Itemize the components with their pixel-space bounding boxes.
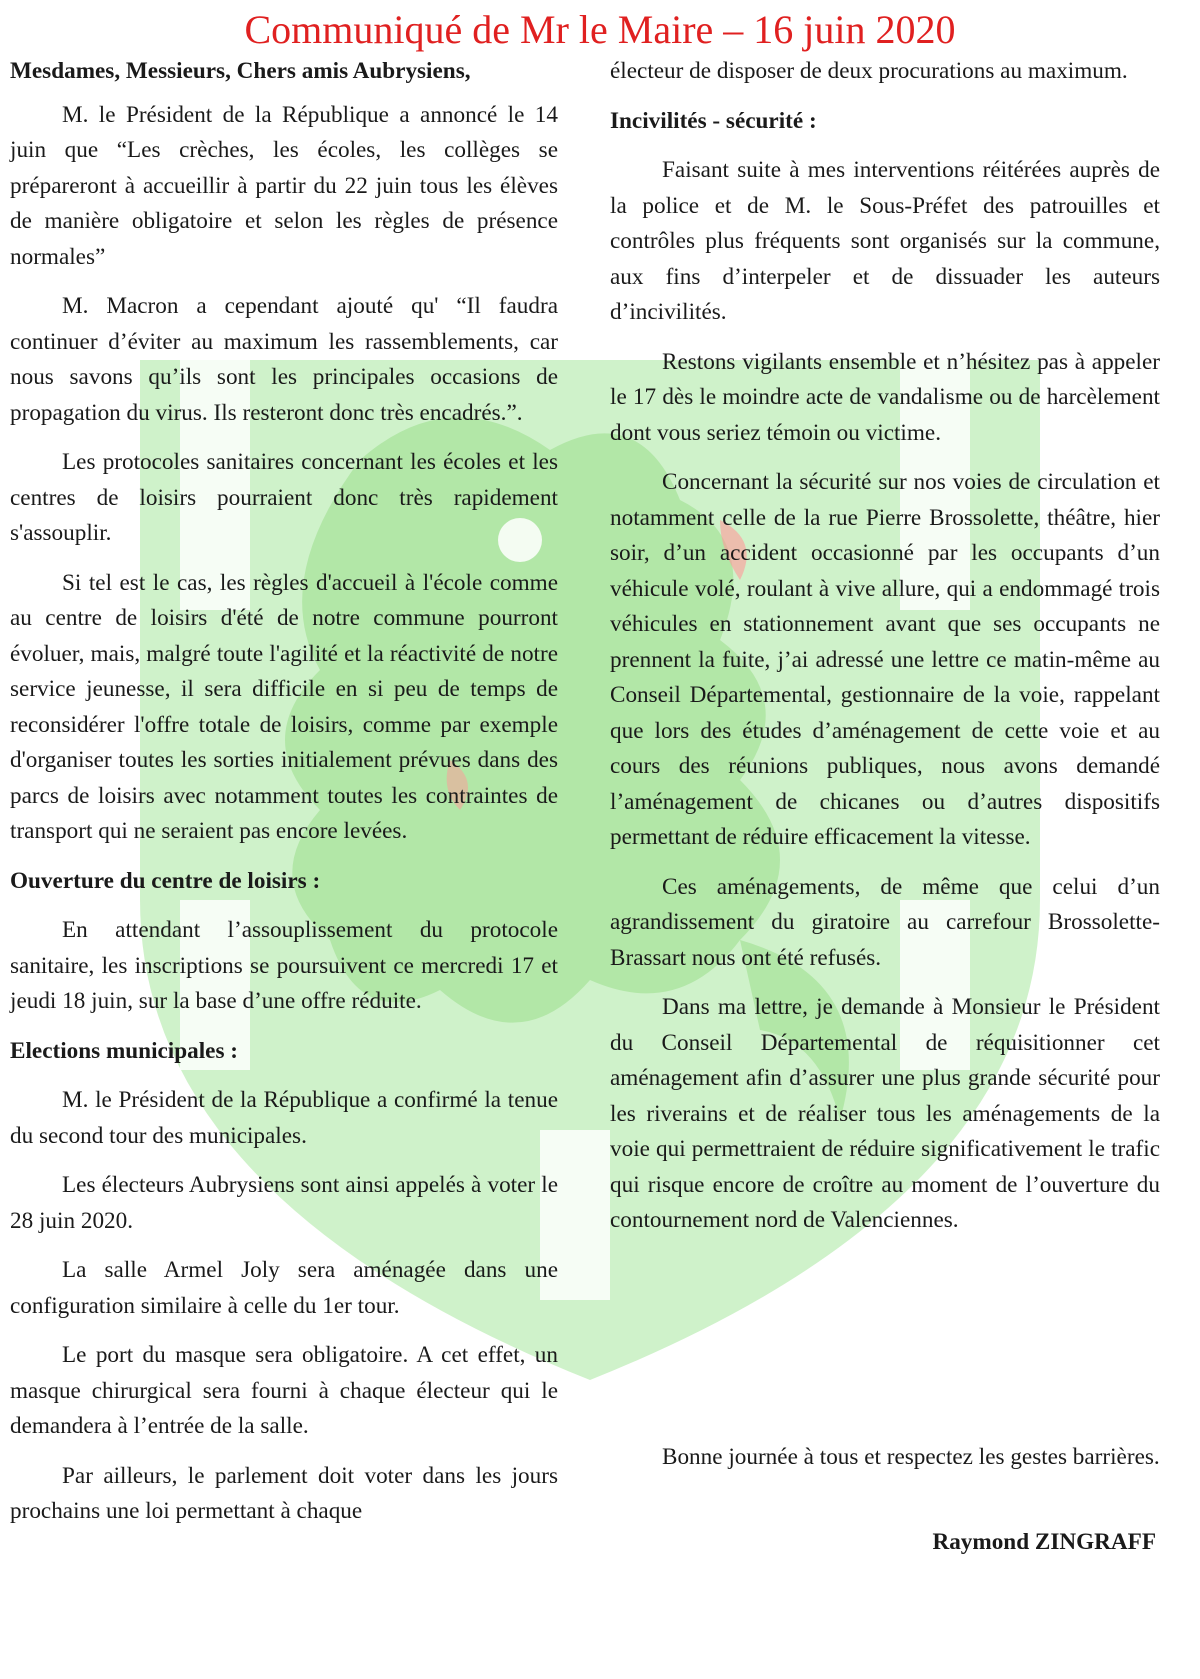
- paragraph: Ces aménagements, de même que celui d’un agrandissement du giratoire au carrefour Brossolette-Brassart nous ont été refusés.: [610, 873, 1160, 971]
- salutation: Mesdames, Messieurs, Chers amis Aubrysiens,: [10, 58, 471, 84]
- paragraph: Restons vigilants ensemble et n’hésitez pas à appeler le 17 dès le moindre acte de vandalisme ou de harcèlement dont vous seriez témoin ou victime.: [610, 348, 1160, 446]
- paragraph-continued: électeur de disposer de deux procurations au maximum.: [610, 58, 1128, 84]
- paragraph: En attendant l’assouplissement du protocole sanitaire, les inscriptions se poursuivent ce mercredi 17 et jeudi 18 juin, sur la base d’une offre réduite.: [10, 917, 558, 1014]
- paragraph: Les protocoles sanitaires concernant les écoles et les centres de loisirs pourraient donc très rapidement s'assouplir.: [10, 449, 558, 546]
- section-heading-centre-loisirs: Ouverture du centre de loisirs :: [10, 867, 321, 894]
- paragraph: M. le Président de la République a annoncé le 14 juin que “Les crèches, les écoles, les collèges se prépareront à accueillir à partir du 22 juin tous les élèves de manière obligatoire et selon les règles de présence normales”: [10, 101, 558, 270]
- page-title: Communiqué de Mr le Maire – 16 juin 2020: [244, 7, 956, 52]
- paragraph: Les électeurs Aubrysiens sont ainsi appelés à voter le 28 juin 2020.: [10, 1172, 558, 1234]
- paragraph: Dans ma lettre, je demande à Monsieur le Président du Conseil Départemental de réquisitionner cet aménagement afin d’assurer une plus grande sécurité pour les riverains et de réaliser tous les aménagements de la voie qui permettraient de réduire significativement le trafic qui risque encore de croître au moment de l’ouverture du contournement nord de Valenciennes.: [610, 994, 1160, 1233]
- paragraph: La salle Armel Joly sera aménagée dans une configuration similaire à celle du 1er tour.: [10, 1257, 558, 1319]
- paragraph: Si tel est le cas, les règles d'accueil à l'école comme au centre de loisirs d'été de notre commune pourront évoluer, mais, malgré toute l'agilité et la réactivité de notre service jeunesse, il sera difficile en si peu de temps de reconsidérer l'offre totale de loisirs, comme par exemple d'organiser toutes les sorties initialement prévues dans des parcs de loisirs avec notamment toutes les contraintes de transport qui ne seraient pas encore levées.: [10, 569, 558, 844]
- paragraph: Concernant la sécurité sur nos voies de circulation et notamment celle de la rue Pierre Brossolette, théâtre, hier soir, d’un accident occasionné par les occupants d’un véhicule volé, roulant à vive allure, qui a endommagé trois véhicules en stationnement avant que ses occupants ne prennent la fuite, j’ai adressé une lettre ce matin-même au Conseil Départemental, gestionnaire de la voie, rappelant que lors des études d’aménagement de cette voie et au cours des réunions publiques, nous avons demandé l’aménagement de chicanes ou d’autres dispositifs permettant de réduire efficacement la vitesse.: [610, 469, 1160, 850]
- paragraph: Le port du masque sera obligatoire. A cet effet, un masque chirurgical sera fourni à chaque électeur qui le demandera à l’entrée de la salle.: [10, 1342, 558, 1439]
- right-column: [610, 54, 1160, 1253]
- paragraph: Faisant suite à mes interventions réitérées auprès de la police et de M. le Sous-Préfet des patrouilles et contrôles plus fréquents sont organisés sur la commune, aux fins d’interpeler et de dissuader les auteurs d’incivilités.: [610, 157, 1160, 325]
- section-heading-elections: Elections municipales :: [10, 1037, 239, 1064]
- paragraph: M. Macron a cependant ajouté qu' “Il faudra continuer d’éviter au maximum les rassemblements, car nous savons qu’ils sont les principales occasions de propagation du virus. Ils resteront donc très encadrés.”.: [10, 293, 558, 426]
- signature: Raymond ZINGRAFF: [932, 1529, 1156, 1555]
- section-heading-incivilites: Incivilités - sécurité :: [610, 107, 817, 134]
- left-column: [10, 54, 558, 1544]
- paragraph: Par ailleurs, le parlement doit voter dans les jours prochains une loi permettant à chaque: [10, 1462, 558, 1524]
- closing-text: Bonne journée à tous et respectez les gestes barrières.: [662, 1444, 1160, 1470]
- paragraph: M. le Président de la République a confirmé la tenue du second tour des municipales.: [10, 1087, 558, 1149]
- closing-block: [610, 1440, 1160, 1476]
